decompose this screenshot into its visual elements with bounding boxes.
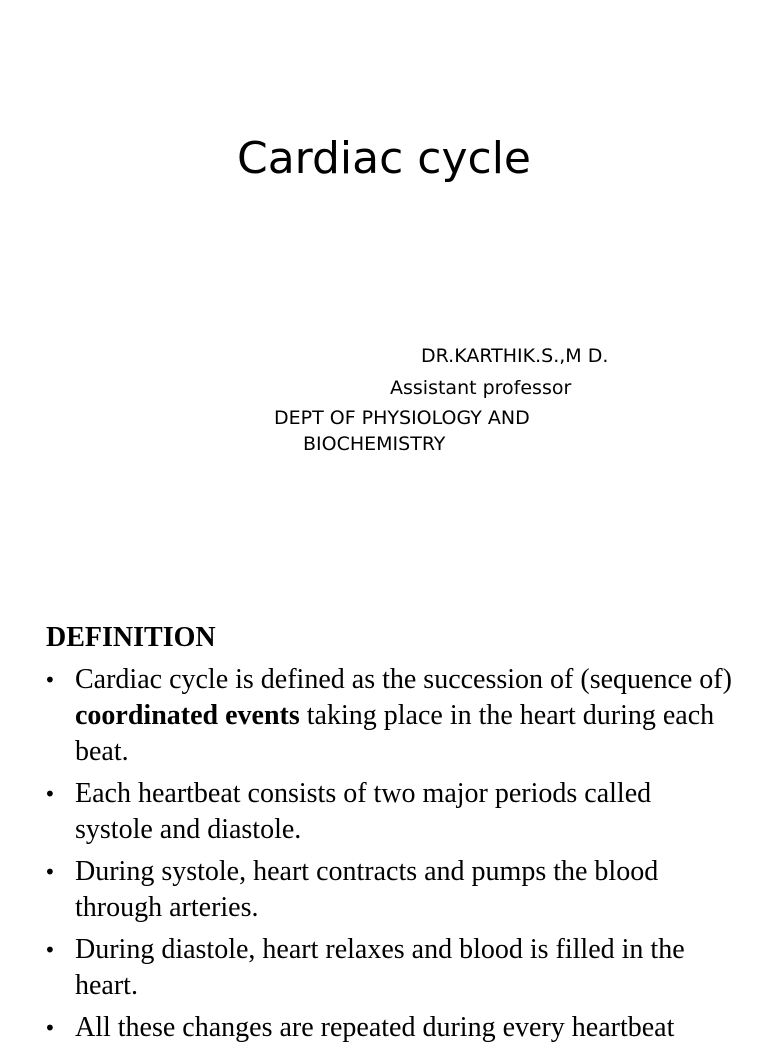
bullet-icon: •: [44, 938, 56, 962]
bullet-text-part: taking place in the heart during each beat.: [75, 700, 715, 767]
bullet-item: [44, 1010, 734, 1046]
bullet-item: [44, 854, 734, 926]
bullet-item: [44, 776, 734, 848]
author-role: Assistant professor: [390, 377, 572, 399]
bullet-bold-text: coordinated events: [75, 700, 300, 731]
department-line-1: DEPT OF PHYSIOLOGY AND: [274, 407, 530, 429]
bullet-icon: •: [44, 668, 56, 692]
author-name: DR.KARTHIK.S.,M D.: [421, 345, 609, 367]
department-line-2: BIOCHEMISTRY: [303, 433, 446, 455]
bullet-item: [44, 932, 734, 1004]
bullet-text: Each heartbeat consists of two major periods called systole and diastole.: [75, 778, 652, 845]
bullet-text: [75, 664, 732, 767]
bullet-text-part: Cardiac cycle is defined as the succession of (sequence of): [75, 664, 732, 695]
bullet-icon: •: [44, 1016, 56, 1040]
slide-title: Cardiac cycle: [236, 133, 531, 184]
bullet-text: During systole, heart contracts and pumps the blood through arteries.: [75, 856, 659, 923]
bullet-icon: •: [44, 782, 56, 806]
bullet-list: [44, 662, 734, 1052]
definition-slide: [0, 576, 768, 1043]
bullet-item: [44, 662, 734, 770]
bullet-text: All these changes are repeated during every heartbeat: [75, 1012, 675, 1043]
bullet-icon: •: [44, 860, 56, 884]
definition-heading: DEFINITION: [46, 622, 216, 653]
bullet-text: During diastole, heart relaxes and blood is filled in the heart.: [75, 934, 685, 1001]
